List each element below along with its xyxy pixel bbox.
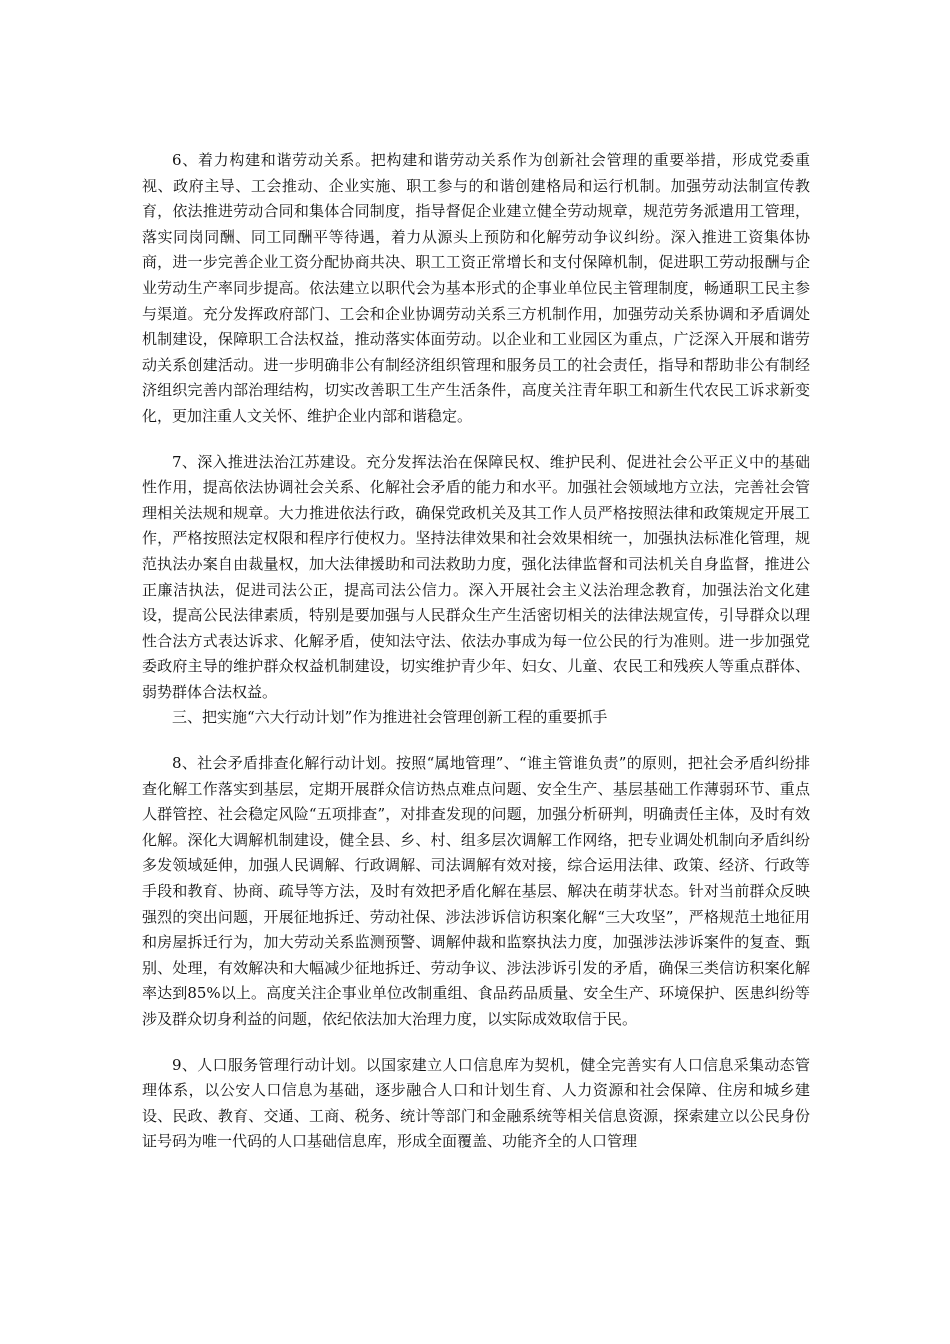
section-heading-3: 三、把实施“六大行动计划”作为推进社会管理创新工程的重要抓手 [172, 708, 608, 727]
document-body [142, 148, 810, 1155]
paragraph-6: 6、着力构建和谐劳动关系。把构建和谐劳动关系作为创新社会管理的重要举措，形成党委重视、政府主导、工会推动、企业实施、职工参与的和谐创建格局和运行机制。加强劳动法制宣传教育，依法推进劳动合同和集体合同制度，指导督促企业建立健全劳动规章，规范劳务派遣用工管理，落实同岗同酬、同工同酬平等待遇，着力从源头上预防和化解劳动争议纠纷。深入推进工资集体协商，进一步完善企业工资分配协商共决、职工工资正常增长和支付保障机制，促进职工劳动报酬与企业劳动生产率同步提高。依法建立以职代会为基本形式的企事业单位民主管理制度，畅通职工民主参与渠道。充分发挥政府部门、工会和企业协调劳动关系三方机制作用，加强劳动关系协调和矛盾调处机制建设，保障职工合法权益，推动落实体面劳动。以企业和工业园区为重点，广泛深入开展和谐劳动关系创建活动。进一步明确非公有制经济组织管理和服务员工的社会责任，指导和帮助非公有制经济组织完善内部治理结构，切实改善职工生产生活条件，高度关注青年职工和新生代农民工诉求新变化，更加注重人文关怀、维护企业内部和谐稳定。 [142, 151, 810, 425]
paragraph-9: 9、人口服务管理行动计划。以国家建立人口信息库为契机，健全完善实有人口信息采集动态管理体系，以公安人口信息为基础，逐步融合人口和计划生育、人力资源和社会保障、住房和城乡建设、民政、教育、交通、工商、税务、统计等部门和金融系统等相关信息资源，探索建立以公民身份证号码为唯一代码的人口基础信息库，形成全面覆盖、功能齐全的人口管理 [142, 1055, 810, 1151]
paragraph-7: 7、深入推进法治江苏建设。充分发挥法治在保障民权、维护民利、促进社会公平正义中的基础性作用，提高依法协调社会关系、化解社会矛盾的能力和水平。加强社会领域地方立法，完善社会管理相关法规和规章。大力推进依法行政，确保党政机关及其工作人员严格按照法律和政策规定开展工作，严格按照法定权限和程序行使权力。坚持法律效果和社会效果相统一，加强执法标准化管理，规范执法办案自由裁量权，加大法律援助和司法救助力度，强化法律监督和司法机关自身监督，推进公正廉洁执法，促进司法公正，提高司法公信力。深入开展社会主义法治理念教育，加强法治文化建设，提高公民法律素质，特别是要加强与人民群众生产生活密切相关的法律法规宣传，引导群众以理性合法方式表达诉求、化解矛盾，使知法守法、依法办事成为每一位公民的行为准则。进一步加强党委政府主导的维护群众权益机制建设，切实维护青少年、妇女、儿童、农民工和残疾人等重点群体、弱势群体合法权益。 [142, 452, 810, 701]
paragraph-8: 8、社会矛盾排查化解行动计划。按照“属地管理”、“谁主管谁负责”的原则，把社会矛盾纠纷排查化解工作落实到基层，定期开展群众信访热点难点问题、安全生产、基层基础工作薄弱环节、重点人群管控、社会稳定风险“五项排查”，对排查发现的问题，加强分析研判，明确责任主体，及时有效化解。深化大调解机制建设，健全县、乡、村、组多层次调解工作网络，把专业调处机制向矛盾纠纷多发领域延伸，加强人民调解、行政调解、司法调解有效对接，综合运用法律、政策、经济、行政等手段和教育、协商、疏导等方法，及时有效把矛盾化解在基层、解决在萌芽状态。针对当前群众反映强烈的突出问题，开展征地拆迁、劳动社保、涉法涉诉信访积案化解“三大攻坚”，严格规范土地征用和房屋拆迁行为，加大劳动关系监测预警、调解仲裁和监察执法力度，加强涉法涉诉案件的复查、甄别、处理，有效解决和大幅减少征地拆迁、劳动争议、涉法涉诉引发的矛盾，确保三类信访积案化解率达到85%以上。高度关注企事业单位改制重组、食品药品质量、安全生产、环境保护、医患纠纷等涉及群众切身利益的问题，依纪依法加大治理力度，以实际成效取信于民。 [142, 754, 810, 1028]
